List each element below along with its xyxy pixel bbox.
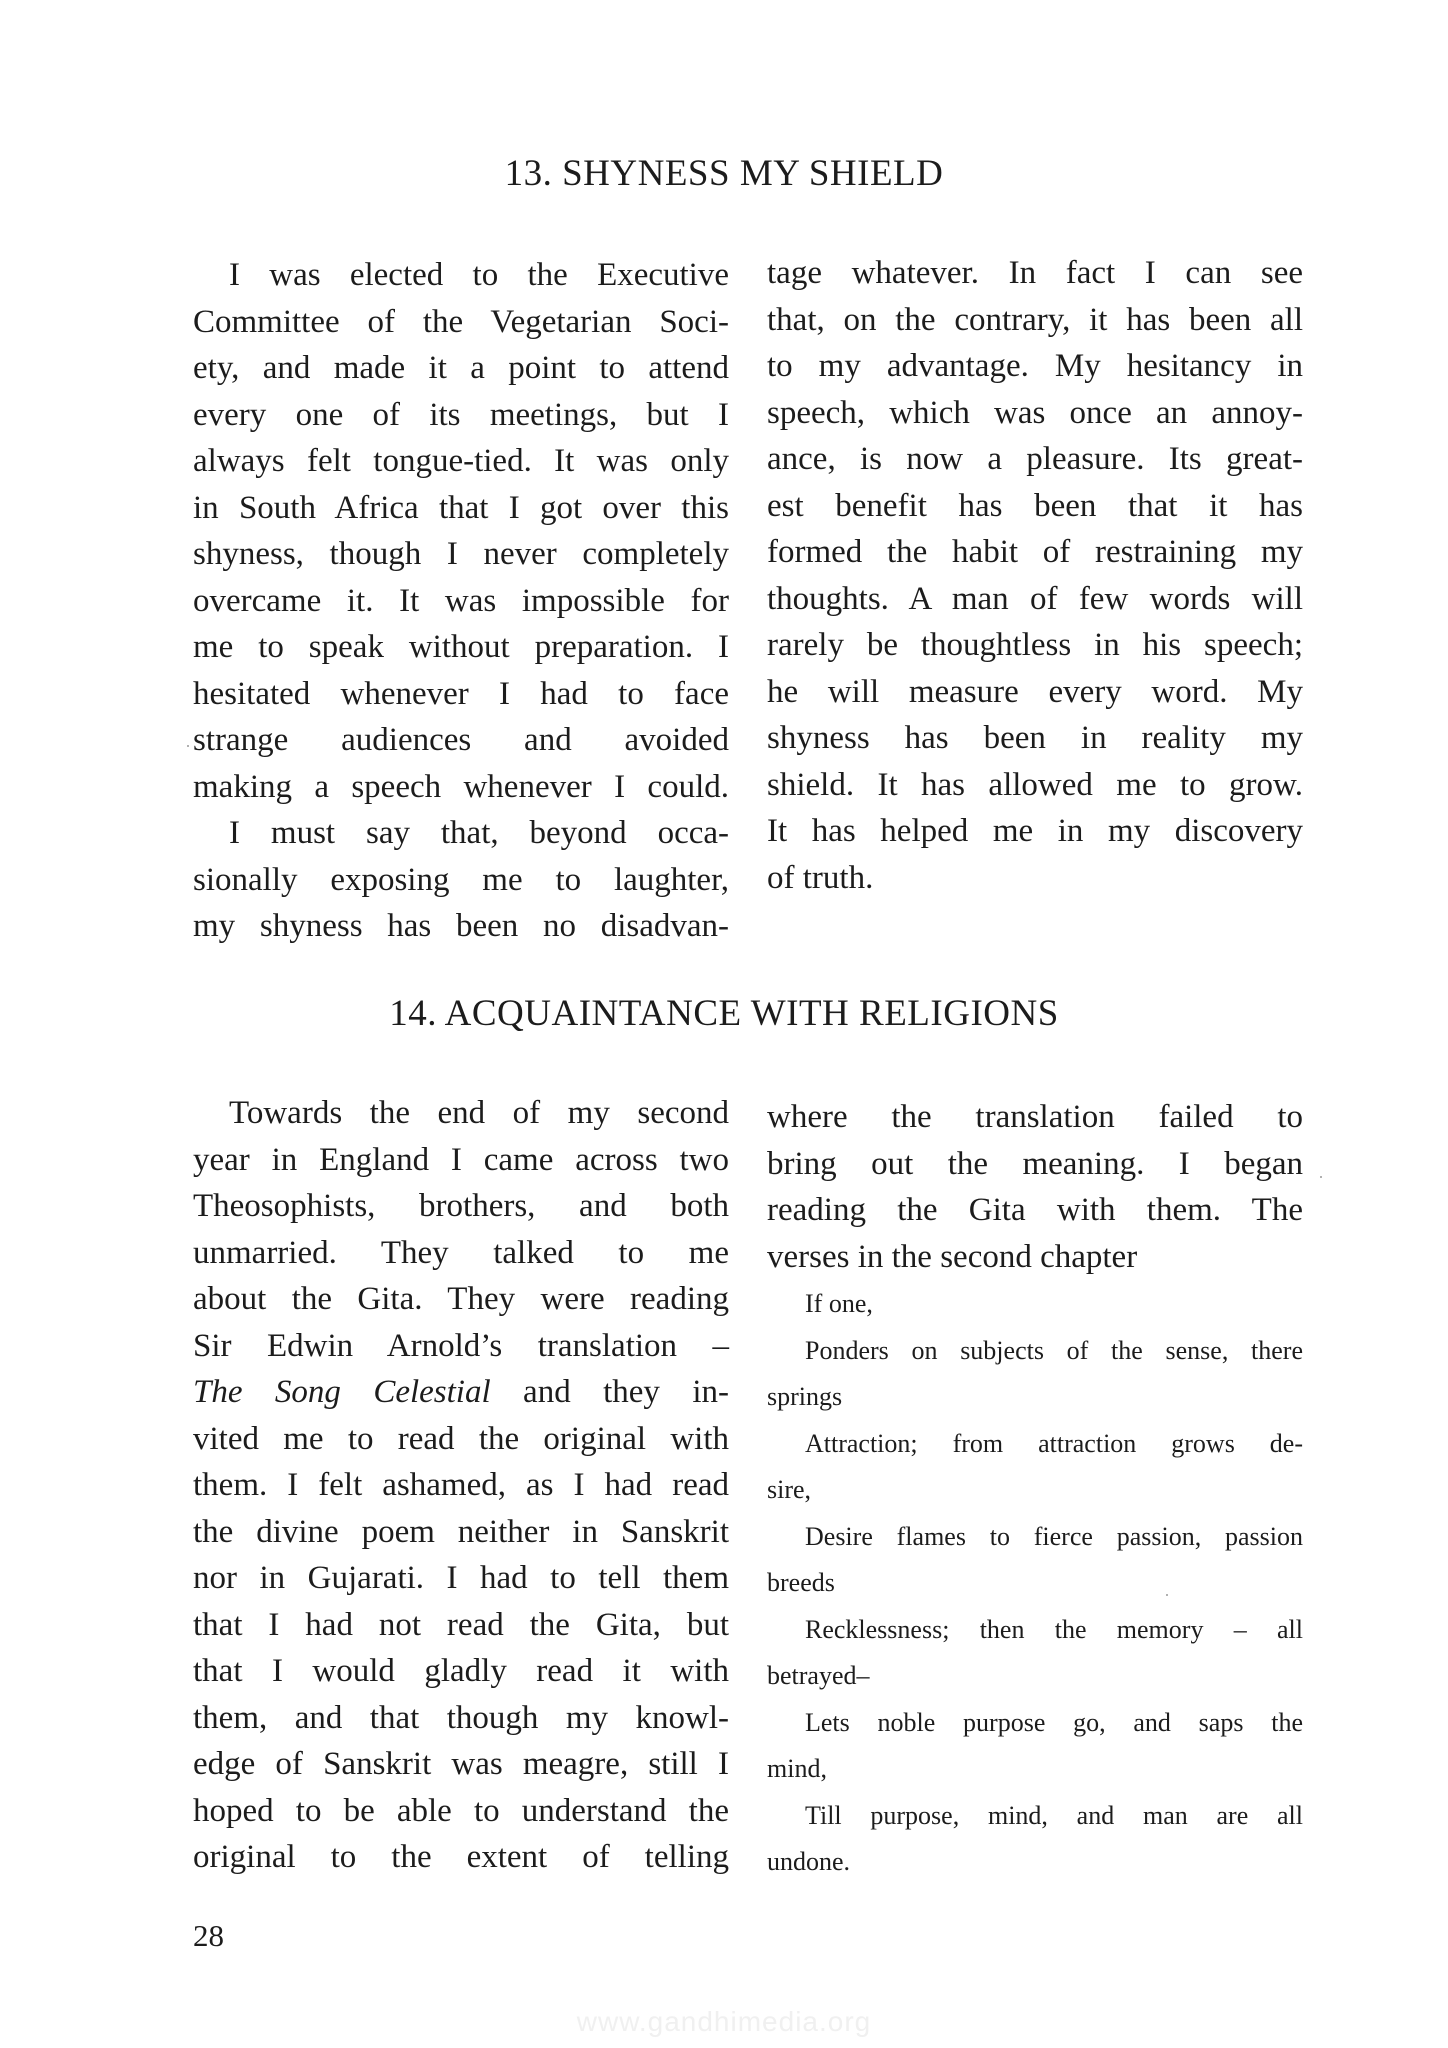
text-line: original to the extent of telling bbox=[193, 1839, 729, 1875]
text-line bbox=[193, 1369, 729, 1416]
text-line: every one of its meetings, but I bbox=[193, 396, 729, 433]
text-line: he will measure every word. My bbox=[767, 673, 1303, 710]
text-line: formed the habit of restraining my bbox=[767, 534, 1303, 570]
text-line: year in England I came across two bbox=[193, 1141, 729, 1178]
text-line: them. I felt ashamed, as I had read bbox=[193, 1467, 729, 1503]
paragraph bbox=[193, 252, 729, 810]
text-line: bring out the meaning. I began bbox=[767, 1145, 1303, 1182]
verse-line: Attraction; from attraction grows de- bbox=[805, 1429, 1303, 1458]
verse-line: Desire flames to fierce passion, passion bbox=[805, 1522, 1303, 1551]
text-line: that, on the contrary, it has been all bbox=[767, 301, 1303, 338]
text-line: making a speech whenever I could. bbox=[193, 768, 729, 805]
text-line: edge of Sanskrit was meagre, still I bbox=[193, 1746, 729, 1782]
text-line: in South Africa that I got over this bbox=[193, 489, 729, 526]
chapter-14-right-column bbox=[767, 1094, 1303, 1885]
text-line: ance, is now a pleasure. Its great- bbox=[767, 441, 1303, 477]
paragraph bbox=[767, 250, 1303, 901]
text-line: that I had not read the Gita, but bbox=[193, 1606, 729, 1643]
text-line: It has helped me in my discovery bbox=[767, 813, 1303, 849]
verse-line: sire, bbox=[767, 1475, 812, 1504]
text-line: Sir Edwin Arnold’s translation – bbox=[193, 1327, 729, 1364]
text-line: about the Gita. They were reading bbox=[193, 1281, 729, 1317]
text-line: overcame it. It was impossible for bbox=[193, 582, 729, 619]
text-line: shield. It has allowed me to grow. bbox=[767, 766, 1303, 803]
text-line: me to speak without preparation. I bbox=[193, 629, 729, 665]
text-line: that I would gladly read it with bbox=[193, 1653, 729, 1689]
print-speck bbox=[1320, 1176, 1322, 1178]
page-number: 28 bbox=[193, 1918, 224, 1953]
text-line: rarely be thoughtless in his speech; bbox=[767, 627, 1303, 663]
verse-line: Ponders on subjects of the sense, there bbox=[805, 1336, 1303, 1365]
text-line: always felt tongue-tied. It was only bbox=[193, 443, 729, 479]
verse-line: Recklessness; then the memory – all bbox=[805, 1615, 1303, 1644]
text-line: tage whatever. In fact I can see bbox=[767, 255, 1303, 291]
verse-line: Lets noble purpose go, and saps the bbox=[805, 1708, 1303, 1737]
verse-line: If one, bbox=[805, 1289, 873, 1318]
print-speck bbox=[1166, 1594, 1168, 1596]
paragraph bbox=[193, 1090, 729, 1881]
verse-line: mind, bbox=[767, 1754, 827, 1783]
text-line: Theosophists, brothers, and both bbox=[193, 1188, 729, 1224]
chapter-13-title: 13. SHYNESS MY SHIELD bbox=[504, 153, 944, 194]
gita-verse bbox=[767, 1280, 1303, 1885]
verse-line: Till purpose, mind, and man are all bbox=[805, 1801, 1303, 1830]
text-line: strange audiences and avoided bbox=[193, 722, 729, 758]
text-line: the divine poem neither in Sanskrit bbox=[193, 1513, 729, 1550]
text-line: hesitated whenever I had to face bbox=[193, 675, 729, 712]
text-line: them, and that though my knowl- bbox=[193, 1699, 729, 1736]
text-line: vited me to read the original with bbox=[193, 1420, 729, 1457]
text-line: ety, and made it a point to attend bbox=[193, 350, 729, 386]
text-line: I was elected to the Executive bbox=[229, 257, 729, 293]
verse-line: breeds bbox=[767, 1568, 835, 1597]
print-speck bbox=[187, 745, 189, 747]
text-line: of truth. bbox=[767, 859, 874, 896]
text-line: verses in the second chapter bbox=[767, 1238, 1138, 1275]
text-line: hoped to be able to understand the bbox=[193, 1792, 729, 1829]
chapter-14-left-column bbox=[193, 1090, 729, 1881]
text-line: shyness, though I never completely bbox=[193, 536, 729, 572]
text-line: speech, which was once an annoy- bbox=[767, 394, 1303, 431]
watermark: www.gandhimedia.org bbox=[576, 2006, 872, 2037]
text-line: where the translation failed to bbox=[767, 1099, 1303, 1135]
verse-line: betrayed– bbox=[767, 1661, 870, 1690]
chapter-13-right-column bbox=[767, 250, 1303, 901]
text-line: est benefit has been that it has bbox=[767, 487, 1303, 524]
verse-line: undone. bbox=[767, 1847, 851, 1876]
paragraph bbox=[767, 1094, 1303, 1280]
text-line: reading the Gita with them. The bbox=[767, 1192, 1303, 1228]
verse-line: springs bbox=[767, 1382, 843, 1411]
text-line: thoughts. A man of few words will bbox=[767, 580, 1303, 617]
text-line: Committee of the Vegetarian Soci- bbox=[193, 303, 729, 340]
text-line: Towards the end of my second bbox=[229, 1095, 729, 1131]
book-title: The Song Celestial bbox=[193, 1374, 491, 1410]
chapter-13-left-column bbox=[193, 252, 729, 950]
text-line: I must say that, beyond occa- bbox=[229, 815, 729, 851]
text-line: to my advantage. My hesitancy in bbox=[767, 348, 1303, 384]
text-line: unmarried. They talked to me bbox=[193, 1234, 729, 1271]
text-line: shyness has been in reality my bbox=[767, 720, 1303, 756]
text-line: nor in Gujarati. I had to tell them bbox=[193, 1560, 729, 1596]
text-line: my shyness has been no disadvan- bbox=[193, 908, 729, 944]
text-fragment: and they in- bbox=[490, 1374, 729, 1410]
text-line: sionally exposing me to laughter, bbox=[193, 861, 729, 898]
chapter-14-title: 14. ACQUAINTANCE WITH RELIGIONS bbox=[389, 993, 1059, 1034]
paragraph bbox=[193, 810, 729, 950]
